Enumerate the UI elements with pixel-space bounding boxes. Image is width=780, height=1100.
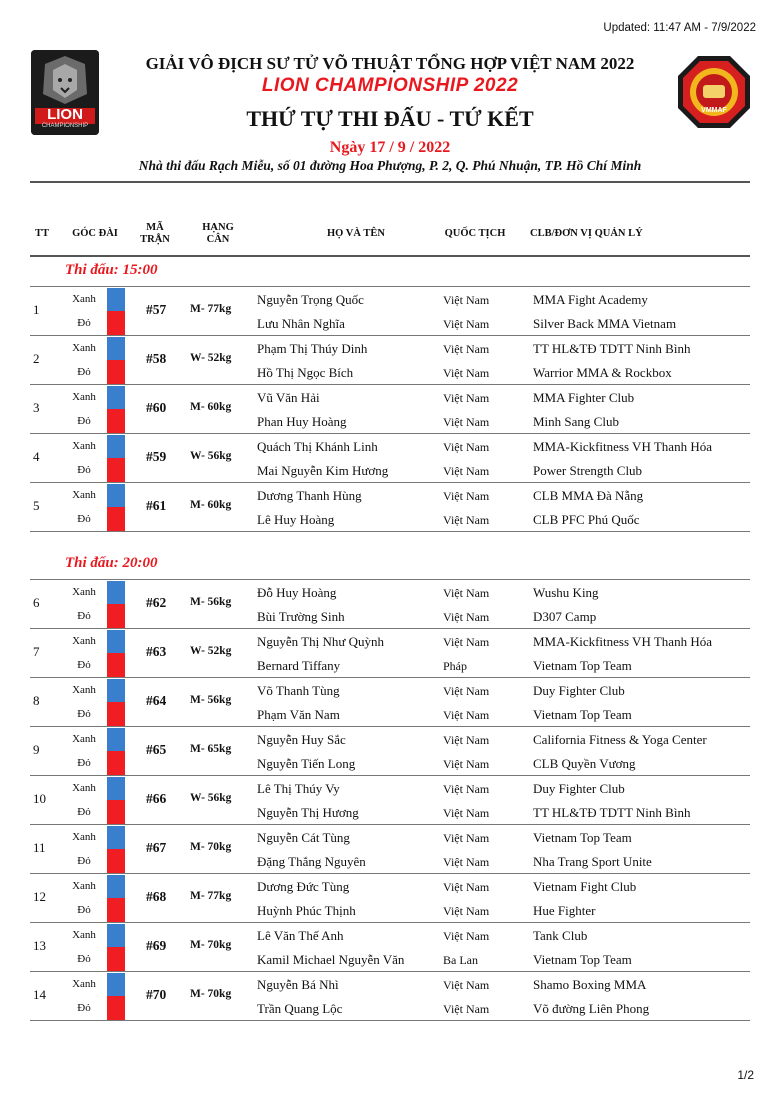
corner-blue-bar (107, 484, 125, 507)
corner-red-bar (107, 653, 125, 677)
club-red: Power Strength Club (533, 463, 643, 478)
nationality-blue: Việt Nam (443, 684, 490, 698)
row-divider (30, 531, 750, 532)
fighter-name-blue: Dương Thanh Hùng (257, 488, 362, 503)
nationality-blue: Việt Nam (443, 586, 490, 600)
nationality-red: Việt Nam (443, 513, 490, 527)
match-number: 3 (33, 400, 40, 415)
row-divider (30, 335, 750, 336)
match-code: #70 (146, 987, 167, 1002)
col-weight-line2: CÂN (206, 234, 230, 245)
fighter-name-blue: Quách Thị Khánh Linh (257, 439, 378, 454)
match-code: #59 (146, 449, 167, 464)
weight-class: M- 70kg (190, 841, 232, 853)
fighter-name-blue: Nguyễn Thị Như Quỳnh (257, 634, 385, 649)
corner-red-label: Đỏ (77, 806, 91, 818)
corner-red-bar (107, 409, 125, 433)
corner-blue-bar (107, 777, 125, 800)
nationality-blue: Việt Nam (443, 293, 490, 307)
nationality-red: Việt Nam (443, 1002, 490, 1016)
page-number: 1/2 (737, 1068, 754, 1082)
header-divider (30, 181, 750, 183)
match-number: 6 (33, 595, 40, 610)
club-blue: MMA Fight Academy (533, 292, 648, 307)
fighter-name-blue: Vũ Văn Hải (257, 390, 320, 405)
fighter-name-blue: Đỗ Huy Hoàng (257, 585, 337, 600)
match-number: 1 (33, 302, 40, 317)
club-red: Vietnam Top Team (533, 952, 632, 967)
section-title: Thi đấu: 20:00 (65, 555, 158, 571)
weight-class: M- 56kg (190, 596, 232, 608)
club-blue: Duy Fighter Club (533, 683, 625, 698)
weight-class: M- 60kg (190, 401, 232, 413)
weight-class: M- 77kg (190, 303, 232, 315)
nationality-blue: Việt Nam (443, 978, 490, 992)
fighter-name-red: Huỳnh Phúc Thịnh (257, 903, 356, 918)
corner-red-bar (107, 947, 125, 971)
row-divider (30, 873, 750, 874)
club-red: Võ đường Liên Phong (533, 1001, 650, 1016)
match-code: #60 (146, 400, 167, 415)
row-divider (30, 726, 750, 727)
fighter-name-red: Nguyễn Tiến Long (257, 756, 356, 771)
corner-red-bar (107, 898, 125, 922)
weight-class: M- 56kg (190, 694, 232, 706)
row-divider (30, 433, 750, 434)
nationality-red: Pháp (443, 659, 467, 673)
nationality-red: Việt Nam (443, 317, 490, 331)
nationality-blue: Việt Nam (443, 635, 490, 649)
weight-class: M- 77kg (190, 890, 232, 902)
match-number: 5 (33, 498, 40, 513)
row-divider (30, 628, 750, 629)
match-code: #63 (146, 644, 167, 659)
corner-blue-bar (107, 435, 125, 458)
match-number: 10 (33, 791, 46, 806)
club-red: TT HL&TĐ TDTT Ninh Bình (533, 805, 691, 820)
corner-red-bar (107, 458, 125, 482)
club-blue: MMA Fighter Club (533, 390, 635, 405)
corner-red-bar (107, 311, 125, 335)
corner-red-label: Đỏ (77, 415, 91, 427)
nationality-red: Việt Nam (443, 610, 490, 624)
nationality-blue: Việt Nam (443, 831, 490, 845)
corner-red-label: Đỏ (77, 904, 91, 916)
row-divider (30, 824, 750, 825)
club-blue: California Fitness & Yoga Center (533, 732, 707, 747)
corner-blue-label: Xanh (72, 929, 96, 941)
weight-class: M- 70kg (190, 988, 232, 1000)
nationality-red: Việt Nam (443, 464, 490, 478)
corner-blue-bar (107, 386, 125, 409)
corner-red-label: Đỏ (77, 464, 91, 476)
fighter-name-blue: Nguyễn Bá Nhì (257, 977, 339, 992)
nationality-red: Việt Nam (443, 366, 490, 380)
club-blue: TT HL&TĐ TDTT Ninh Bình (533, 341, 691, 356)
corner-blue-bar (107, 630, 125, 653)
corner-red-label: Đỏ (77, 610, 91, 622)
section-divider (30, 286, 750, 287)
nationality-blue: Việt Nam (443, 342, 490, 356)
club-blue: Tank Club (533, 928, 588, 943)
weight-class: M- 60kg (190, 499, 232, 511)
event-title: GIẢI VÔ ĐỊCH SƯ TỬ VÕ THUẬT TỔNG HỢP VIỆT NAM 2022 (145, 54, 635, 73)
club-red: Warrior MMA & Rockbox (533, 365, 672, 380)
corner-blue-label: Xanh (72, 733, 96, 745)
corner-blue-bar (107, 288, 125, 311)
match-number: 12 (33, 889, 46, 904)
fighter-name-red: Trần Quang Lộc (257, 1001, 343, 1016)
nationality-blue: Việt Nam (443, 782, 490, 796)
corner-red-label: Đỏ (77, 513, 91, 525)
row-divider (30, 384, 750, 385)
event-venue: Nhà thi đấu Rạch Miễu, số 01 đường Hoa Phượng, P. 2, Q. Phú Nhuận, TP. Hồ Chí Minh (138, 158, 642, 173)
col-corner: GÓC ĐÀI (72, 228, 118, 239)
match-number: 13 (33, 938, 46, 953)
nationality-red: Ba Lan (443, 953, 478, 967)
fighter-name-blue: Lê Văn Thế Anh (257, 928, 344, 943)
section-divider (30, 579, 750, 580)
match-code: #65 (146, 742, 167, 757)
corner-blue-label: Xanh (72, 831, 96, 843)
weight-class: W- 52kg (190, 352, 232, 364)
club-red: CLB PFC Phú Quốc (533, 512, 640, 527)
corner-blue-bar (107, 826, 125, 849)
corner-blue-bar (107, 875, 125, 898)
corner-red-label: Đỏ (77, 659, 91, 671)
weight-class: M- 65kg (190, 743, 232, 755)
section-title: Thi đấu: 15:00 (65, 262, 158, 278)
fighter-name-blue: Võ Thanh Tùng (257, 683, 340, 698)
match-code: #67 (146, 840, 167, 855)
corner-blue-bar (107, 973, 125, 996)
fighter-name-red: Nguyễn Thị Hương (257, 805, 359, 820)
logo-right-text: VMMAF (701, 107, 727, 114)
fighter-name-red: Lê Huy Hoàng (257, 512, 335, 527)
updated-timestamp: Updated: 11:47 AM - 7/9/2022 (603, 22, 756, 34)
corner-red-label: Đỏ (77, 855, 91, 867)
club-blue: Vietnam Top Team (533, 830, 632, 845)
nationality-blue: Việt Nam (443, 880, 490, 894)
corner-red-label: Đỏ (77, 708, 91, 720)
corner-blue-bar (107, 679, 125, 702)
fighter-name-blue: Phạm Thị Thúy Dinh (257, 341, 368, 356)
col-name: HỌ VÀ TÊN (327, 228, 385, 239)
nationality-blue: Việt Nam (443, 440, 490, 454)
match-code: #62 (146, 595, 167, 610)
corner-red-label: Đỏ (77, 1002, 91, 1014)
match-code: #57 (146, 302, 167, 317)
corner-red-bar (107, 702, 125, 726)
match-code: #61 (146, 498, 167, 513)
fighter-name-blue: Lê Thị Thúy Vy (257, 781, 340, 796)
club-red: Nha Trang Sport Unite (533, 854, 652, 869)
col-weight-line1: HẠNG (202, 222, 234, 233)
corner-red-bar (107, 849, 125, 873)
corner-red-bar (107, 996, 125, 1020)
fighter-name-red: Bernard Tiffany (257, 658, 341, 673)
corner-blue-label: Xanh (72, 880, 96, 892)
logo-left-subtext: CHAMPIONSHIP (41, 123, 89, 129)
nationality-red: Việt Nam (443, 806, 490, 820)
nationality-red: Việt Nam (443, 415, 490, 429)
club-blue: Shamo Boxing MMA (533, 977, 647, 992)
col-tt: TT (34, 228, 49, 239)
event-date: Ngày 17 / 9 / 2022 (329, 139, 451, 156)
col-weight (192, 222, 244, 246)
nationality-red: Việt Nam (443, 708, 490, 722)
club-red: D307 Camp (533, 609, 597, 624)
corner-red-bar (107, 800, 125, 824)
corner-blue-label: Xanh (72, 391, 96, 403)
corner-blue-label: Xanh (72, 440, 96, 452)
club-blue: MMA-Kickfitness VH Thanh Hóa (533, 439, 712, 454)
column-header-divider (30, 255, 750, 257)
col-match-code (134, 222, 176, 246)
nationality-red: Việt Nam (443, 904, 490, 918)
corner-red-label: Đỏ (77, 366, 91, 378)
fighter-name-red: Phan Huy Hoàng (257, 414, 347, 429)
nationality-blue: Việt Nam (443, 489, 490, 503)
fighter-name-red: Phạm Văn Nam (257, 707, 340, 722)
corner-blue-label: Xanh (72, 635, 96, 647)
match-number: 7 (33, 644, 40, 659)
nationality-blue: Việt Nam (443, 733, 490, 747)
match-code: #69 (146, 938, 167, 953)
corner-red-label: Đỏ (77, 757, 91, 769)
corner-red-bar (107, 604, 125, 628)
row-divider (30, 922, 750, 923)
match-code: #58 (146, 351, 167, 366)
corner-blue-label: Xanh (72, 782, 96, 794)
corner-red-bar (107, 507, 125, 531)
fighter-name-red: Bùi Trường Sinh (257, 609, 345, 624)
event-subtitle: LION CHAMPIONSHIP 2022 (261, 75, 519, 96)
match-number: 14 (33, 987, 46, 1002)
club-red: Vietnam Top Team (533, 658, 632, 673)
fighter-name-red: Đặng Thắng Nguyên (257, 854, 366, 869)
match-code: #68 (146, 889, 167, 904)
fighter-name-blue: Nguyễn Trọng Quốc (257, 292, 364, 307)
fighter-name-red: Lưu Nhân Nghĩa (257, 316, 345, 331)
corner-red-bar (107, 360, 125, 384)
corner-blue-bar (107, 728, 125, 751)
club-red: Silver Back MMA Vietnam (533, 316, 677, 331)
col-match-code-line1: MÃ (146, 222, 164, 233)
corner-blue-bar (107, 924, 125, 947)
fighter-name-red: Mai Nguyễn Kim Hương (257, 463, 389, 478)
corner-red-bar (107, 751, 125, 775)
club-red: Vietnam Top Team (533, 707, 632, 722)
match-code: #64 (146, 693, 167, 708)
corner-red-label: Đỏ (77, 953, 91, 965)
row-divider (30, 482, 750, 483)
match-number: 4 (33, 449, 40, 464)
corner-blue-label: Xanh (72, 342, 96, 354)
nationality-red: Việt Nam (443, 855, 490, 869)
row-divider (30, 677, 750, 678)
weight-class: W- 56kg (190, 450, 232, 462)
club-red: CLB Quyền Vương (533, 756, 636, 771)
club-blue: CLB MMA Đà Nẵng (533, 488, 644, 503)
schedule-title: THỨ TỰ THI ĐẤU - TỨ KẾT (246, 106, 534, 131)
match-number: 11 (33, 840, 46, 855)
fighter-name-red: Hồ Thị Ngọc Bích (257, 365, 354, 380)
row-divider (30, 775, 750, 776)
corner-blue-label: Xanh (72, 489, 96, 501)
corner-blue-label: Xanh (72, 293, 96, 305)
logo-left-text: LION (47, 106, 83, 123)
corner-red-label: Đỏ (77, 317, 91, 329)
fighter-name-blue: Dương Đức Tùng (257, 879, 350, 894)
club-blue: MMA-Kickfitness VH Thanh Hóa (533, 634, 712, 649)
corner-blue-bar (107, 337, 125, 360)
row-divider (30, 971, 750, 972)
row-divider (30, 1020, 750, 1021)
nationality-red: Việt Nam (443, 757, 490, 771)
fighter-name-blue: Nguyễn Cát Tùng (257, 830, 350, 845)
club-blue: Vietnam Fight Club (533, 879, 637, 894)
club-red: Minh Sang Club (533, 414, 619, 429)
match-code: #66 (146, 791, 167, 806)
col-nationality: QUỐC TỊCH (444, 228, 506, 239)
match-number: 8 (33, 693, 40, 708)
corner-blue-label: Xanh (72, 978, 96, 990)
col-club: CLB/ĐƠN VỊ QUẢN LÝ (530, 228, 643, 239)
match-number: 9 (33, 742, 40, 757)
nationality-blue: Việt Nam (443, 929, 490, 943)
weight-class: M- 70kg (190, 939, 232, 951)
club-blue: Duy Fighter Club (533, 781, 625, 796)
fighter-name-blue: Nguyễn Huy Sắc (257, 732, 346, 747)
club-blue: Wushu King (533, 585, 599, 600)
nationality-blue: Việt Nam (443, 391, 490, 405)
weight-class: W- 56kg (190, 792, 232, 804)
club-red: Hue Fighter (533, 903, 596, 918)
corner-blue-label: Xanh (72, 586, 96, 598)
fighter-name-red: Kamil Michael Nguyễn Văn (257, 952, 405, 967)
col-match-code-line2: TRẬN (140, 234, 170, 245)
match-number: 2 (33, 351, 40, 366)
weight-class: W- 52kg (190, 645, 232, 657)
corner-blue-bar (107, 581, 125, 604)
corner-blue-label: Xanh (72, 684, 96, 696)
